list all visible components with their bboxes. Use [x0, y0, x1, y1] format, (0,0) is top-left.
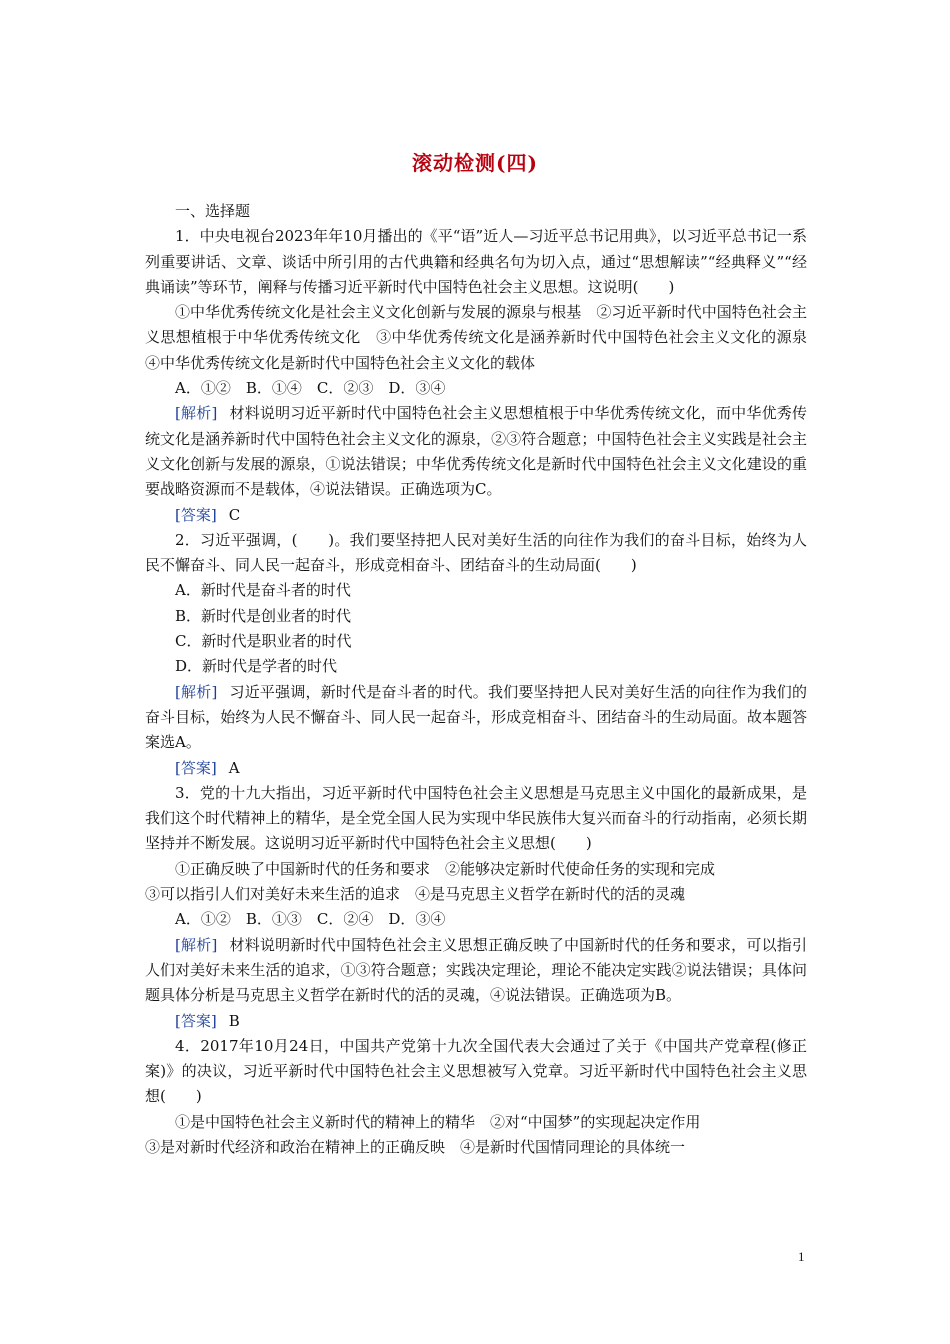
answer-text: C [228, 505, 241, 524]
analysis-label: [解析] [175, 404, 218, 423]
answer-text: A [228, 758, 240, 777]
page-title: 滚动检测(四) [412, 151, 538, 175]
question-1-analysis [145, 401, 807, 502]
question-2-option-d: D．新时代是学者的时代 [175, 657, 338, 676]
analysis-text: 材料说明新时代中国特色社会主义思想正确反映了中国新时代的任务和要求，可以指引人们对美好未来生活的追求，①③符合题意；实践决定理论，理论不能决定实践②说法错误；具体问题具体分析是马克思主义哲学在新时代的活的灵魂，④说法错误。正确选项为B。 [145, 935, 807, 1005]
question-4-statement-1: ①是中国特色社会主义新时代的精神上的精华 ②对“中国梦”的实现起决定作用 [175, 1112, 701, 1131]
question-4-stem: 4．2017年10月24日，中国共产党第十九次全国代表大会通过了关于《中国共产党章程(修正案)》的决议，习近平新时代中国特色社会主义思想被写入党章。习近平新时代中国特色社会主义思想( ) [145, 1036, 807, 1106]
answer-label: [答案] [175, 505, 217, 524]
question-4-statement-2: ③是对新时代经济和政治在精神上的正确反映 ④是新时代国情同理论的具体统一 [145, 1137, 686, 1156]
analysis-text: 材料说明习近平新时代中国特色社会主义思想植根于中华优秀传统文化，而中华优秀传统文化是涵养新时代中国特色社会主义文化的源泉，②③符合题意；中国特色社会主义实践是社会主义文化创新与发展的源泉，①说法错误；中华优秀传统文化是新时代中国特色社会主义文化建设的重要战略资源而不是载体，④说法错误。正确选项为C。 [145, 404, 807, 499]
question-2-analysis [145, 680, 807, 756]
question-2-option-c: C．新时代是职业者的时代 [175, 632, 352, 651]
analysis-label: [解析] [175, 682, 218, 701]
question-3-answer [145, 1009, 807, 1034]
answer-label: [答案] [175, 1011, 217, 1030]
section-heading: 一、选择题 [175, 202, 251, 220]
question-2-option-a: A．新时代是奋斗者的时代 [175, 581, 351, 600]
answer-label: [答案] [175, 758, 217, 777]
question-1-stem: 1．中央电视台2023年年10月播出的《平“语”近人—习近平总书记用典》，以习近平总书记一系列重要讲话、文章、谈话中所引用的古代典籍和经典名句为切入点，通过“思想解读”“经典释义”“经典诵读”等环节，阐释与传播习近平新时代中国特色社会主义思想。这说明( ) [145, 227, 807, 296]
question-1-options: A．①② B．①④ C．②③ D．③④ [175, 379, 446, 398]
question-3-options: A．①② B．①③ C．②④ D．③④ [175, 910, 446, 929]
question-3-statement-2: ③可以指引人们对美好未来生活的追求 ④是马克思主义哲学在新时代的活的灵魂 [145, 885, 686, 904]
page-number: 1 [798, 1249, 805, 1264]
question-1-statements: ①中华优秀传统文化是社会主义文化创新与发展的源泉与根基 ②习近平新时代中国特色社会主义思想植根于中华优秀传统文化 ③中华优秀传统文化是涵养新时代中国特色社会主义文化的源泉 ④中华优秀传统文化是新时代中国特色社会主义文化的载体 [145, 303, 823, 372]
question-3-analysis [145, 933, 807, 1009]
question-3-stem: 3．党的十九大指出，习近平新时代中国特色社会主义思想是马克思主义中国化的最新成果，是我们这个时代精神上的精华，是全党全国人民为实现中华民族伟大复兴而奋斗的行动指南，必须长期坚持并不断发展。这说明习近平新时代中国特色社会主义思想( ) [145, 783, 807, 853]
document-body [145, 199, 823, 1160]
answer-text: B [228, 1011, 240, 1030]
question-1-answer [145, 503, 807, 528]
question-2-answer [145, 756, 807, 781]
analysis-text: 习近平强调，新时代是奋斗者的时代。我们要坚持把人民对美好生活的向往作为我们的奋斗目标，始终为人民不懈奋斗、同人民一起奋斗，形成竞相奋斗、团结奋斗的生动局面。故本题答案选A。 [145, 682, 807, 752]
question-3-statement-1: ①正确反映了中国新时代的任务和要求 ②能够决定新时代使命任务的实现和完成 [175, 859, 716, 878]
question-2-option-b: B．新时代是创业者的时代 [175, 606, 352, 625]
analysis-label: [解析] [175, 935, 218, 954]
question-2-stem: 2．习近平强调，( )。我们要坚持把人民对美好生活的向往作为我们的奋斗目标，始终为人民不懈奋斗、同人民一起奋斗，形成竞相奋斗、团结奋斗的生动局面( ) [145, 530, 807, 575]
